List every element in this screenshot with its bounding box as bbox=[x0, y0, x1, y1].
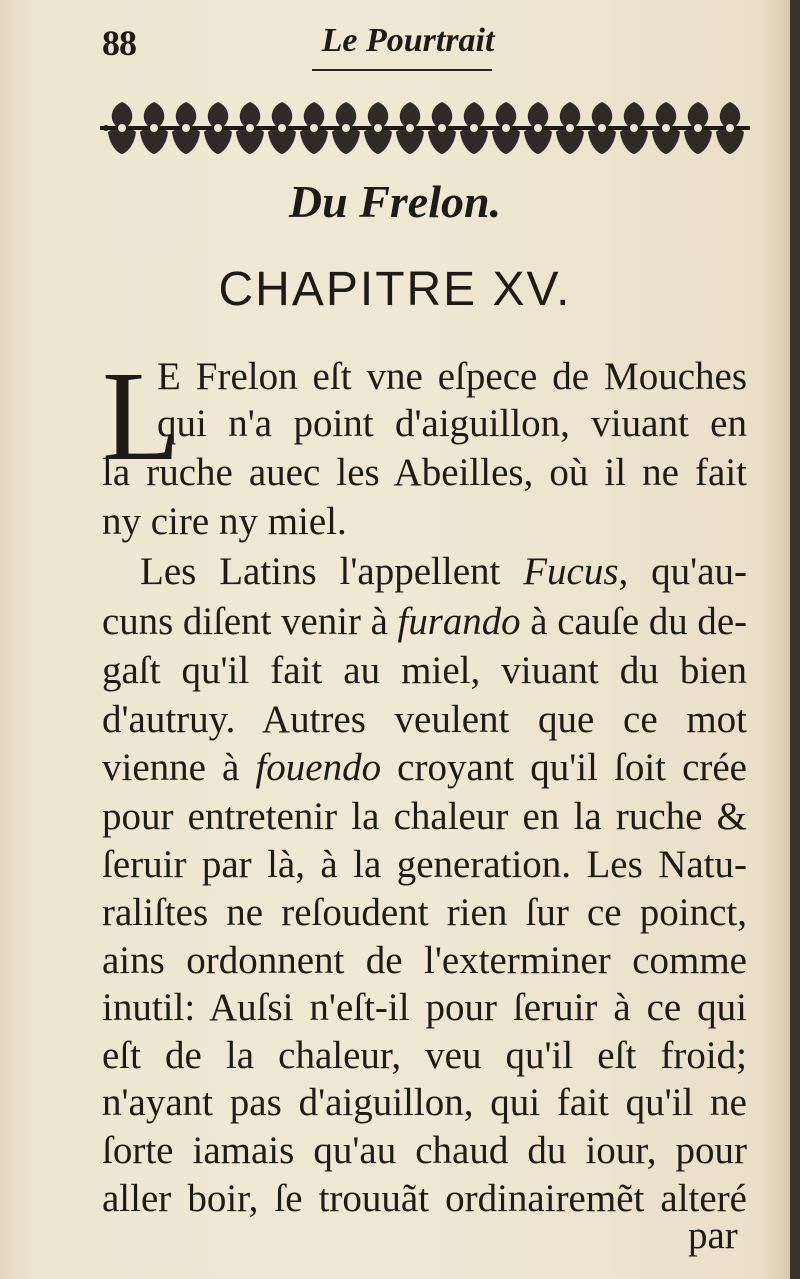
page-number: 88 bbox=[102, 23, 136, 63]
text-line bbox=[102, 893, 747, 932]
text-run: ſorte iamais qu'au chaud du iour, pour bbox=[102, 1129, 747, 1172]
running-header bbox=[0, 22, 790, 72]
chapter-heading: CHAPITRE XV. bbox=[218, 263, 572, 316]
drop-cap: L bbox=[102, 345, 181, 487]
running-title: Le Pourtrait bbox=[321, 22, 495, 59]
fleuron-band-icon bbox=[100, 96, 750, 160]
text-run: ains ordonnent de l'exterminer comme bbox=[102, 939, 747, 982]
text-run: la ruche auec les Abeilles, où il ne fait bbox=[102, 451, 747, 494]
text-line bbox=[102, 1179, 747, 1218]
text-line bbox=[157, 404, 747, 443]
italic-latin-term: fouendo bbox=[255, 746, 382, 789]
text-run: raliſtes ne reſoudent rien ſur ce poinct, bbox=[102, 891, 747, 934]
text-run: vienne à bbox=[102, 746, 256, 789]
text-run: croyant qu'il ſoit crée bbox=[381, 746, 747, 789]
text-run: qui n'a point d'aiguillon, viuant en bbox=[157, 402, 747, 445]
italic-latin-term: furando bbox=[397, 600, 521, 643]
text-line bbox=[102, 797, 747, 836]
text-line bbox=[102, 988, 747, 1027]
page-edge bbox=[790, 0, 800, 1279]
text-run: , qu'au- bbox=[618, 550, 747, 593]
text-run: ſeruir par là, à la generation. Les Natu- bbox=[102, 843, 747, 886]
text-line bbox=[157, 357, 747, 396]
text-run: aller boir, ſe trouuãt ordinairemẽt alteré bbox=[102, 1177, 747, 1220]
text-run: à cauſe du de- bbox=[520, 600, 747, 643]
text-line bbox=[102, 941, 747, 980]
text-line bbox=[102, 845, 747, 884]
catchword: par bbox=[688, 1214, 738, 1257]
text-line bbox=[102, 602, 747, 641]
section-title: Du Frelon. bbox=[288, 176, 502, 227]
text-line bbox=[102, 1083, 747, 1122]
text-line bbox=[102, 453, 747, 492]
text-run: d'autruy. Autres veulent que ce mot bbox=[102, 698, 747, 741]
text-line bbox=[102, 502, 347, 541]
text-run: ny cire ny miel. bbox=[102, 500, 347, 543]
title-underline bbox=[312, 69, 492, 71]
text-run: gaſt qu'il fait au miel, viuant du bien bbox=[102, 649, 747, 692]
text-line bbox=[102, 1131, 747, 1170]
text-line bbox=[102, 748, 747, 787]
text-line bbox=[140, 552, 747, 591]
text-run: inutil: Auſsi n'eſt-il pour ſeruir à ce qui bbox=[102, 986, 747, 1029]
text-run: eſt de la chaleur, veu qu'il eſt froid; bbox=[102, 1034, 747, 1077]
text-run: pour entretenir la chaleur en la ruche & bbox=[102, 795, 747, 838]
text-run: n'ayant pas d'aiguillon, qui fait qu'il ne bbox=[102, 1081, 747, 1124]
text-run: cuns diſent venir à bbox=[102, 600, 398, 643]
text-line bbox=[102, 1036, 747, 1075]
text-run: Les Latins l'appellent bbox=[140, 550, 524, 593]
text-line bbox=[102, 700, 747, 739]
text-run: E Frelon eſt vne eſpece de Mouches bbox=[157, 355, 747, 398]
text-line bbox=[102, 651, 747, 690]
italic-latin-term: Fucus bbox=[523, 550, 619, 593]
